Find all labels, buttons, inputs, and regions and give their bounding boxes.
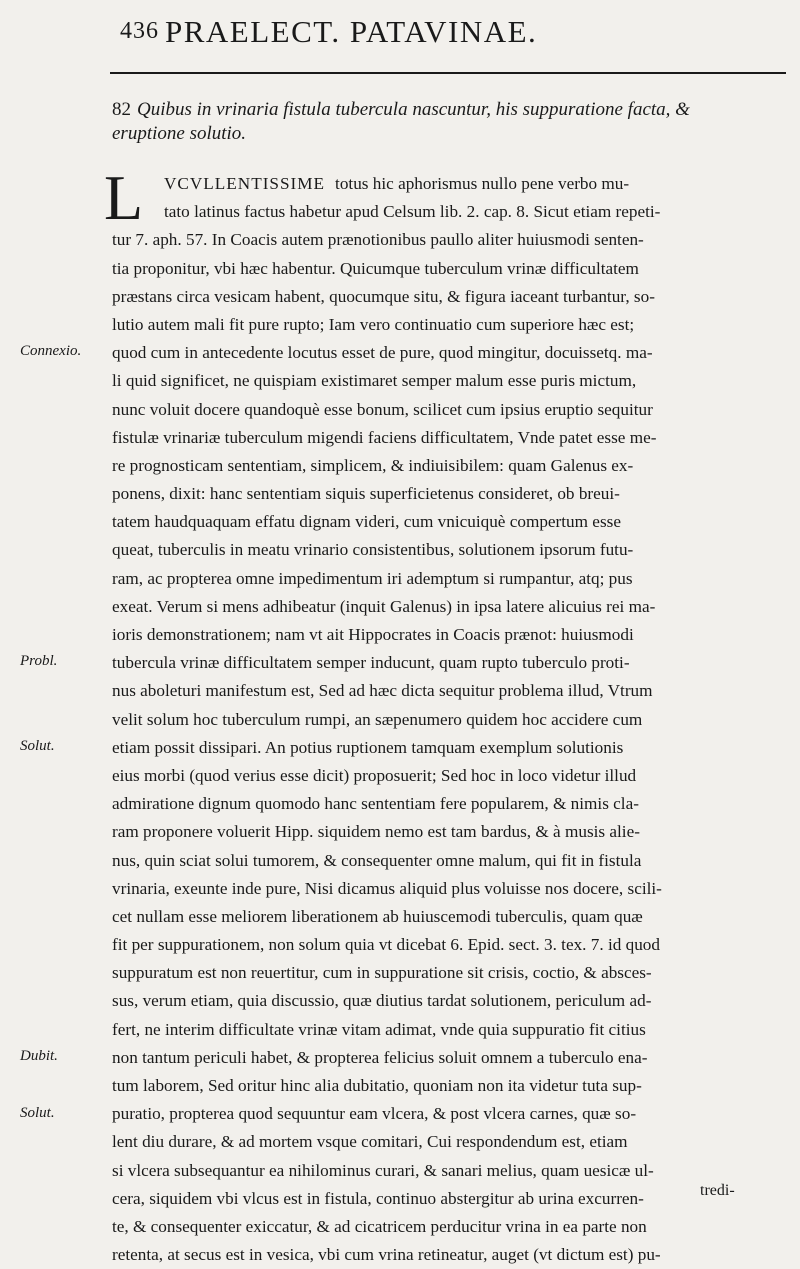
page-header	[120, 14, 660, 54]
margin-note: Connexio.	[20, 343, 82, 360]
text-line: tato latinus factus habetur apud Celsum lib. 2. cap. 8. Sicut etiam repeti-	[164, 202, 661, 222]
text-line: nunc voluit docere quandoquè esse bonum, scilicet cum ipsius eruptio sequitur	[112, 399, 653, 419]
text-line: admiratione dignum quomodo hanc sententiam fere popularem, & nimis cla-	[112, 794, 639, 814]
text-line: cera, siquidem vbi vlcus est in fistula, continuo abstergitur ab urina excurren-	[112, 1188, 644, 1208]
text-line: etiam possit dissipari. An potius ruptionem tamquam exemplum solutionis	[112, 737, 624, 757]
text-line: fistulæ vrinariæ tuberculum migendi faciens difficultatem, Vnde patet esse me-	[112, 427, 657, 447]
text-line: te, & consequenter exiccatur, & ad cicatricem perducitur vrina in ea parte non	[112, 1216, 647, 1236]
text-line: eius morbi (quod verius esse dicit) proposuerit; Sed hoc in loco videtur illud	[112, 765, 637, 785]
text-line: retenta, at secus est in vesica, vbi cum vrina retineatur, auget (vt dictum est) pu-	[112, 1245, 661, 1265]
text-line: li quid significet, ne quispiam existimaret semper malum esse puris mictum,	[112, 371, 637, 391]
text-line: tia proponitur, vbi hæc habentur. Quicumque tuberculum vrinæ difficultatem	[112, 258, 639, 278]
header-rule	[110, 72, 786, 74]
first-word-capitals: VCVLLENTISSIME	[164, 174, 326, 193]
margin-note: Solut.	[20, 1104, 55, 1121]
text-line: nus, quin sciat solui tumorem, & consequenter omne malum, qui fit in fistula	[112, 850, 642, 870]
body-text	[104, 162, 762, 1269]
running-title: PRAELECT. PATAVINAE.	[165, 14, 538, 49]
text-line: ram, ac propterea omne impedimentum iri ademptum si rumpantur, atq; pus	[112, 568, 633, 588]
text-line: quod cum in antecedente locutus esset de pure, quod mingitur, docuissetq. ma-	[112, 343, 653, 363]
text-line: lent diu durare, & ad mortem vsque comitari, Cui respondendum est, etiam	[112, 1132, 628, 1152]
text-line: tubercula vrinæ difficultatem semper inducunt, quam rupto tuberculo proti-	[112, 653, 630, 673]
aphorism-number: 82	[112, 99, 131, 120]
text-line: sus, verum etiam, quia discussio, quæ diutius tardat solutionem, periculum ad-	[112, 991, 652, 1011]
text-line: ram proponere voluerit Hipp. siquidem nemo est tam bardus, & à musis alie-	[112, 822, 640, 842]
catchword: tredi-	[700, 1182, 735, 1199]
text-line: re prognosticam sententiam, simplicem, & indiuisibilem: quam Galenus ex-	[112, 455, 634, 475]
drop-cap: L	[104, 162, 144, 233]
text-line: tum laborem, Sed oritur hinc alia dubitatio, quoniam non ita videtur tuta sup-	[112, 1076, 642, 1095]
text-line: tur 7. aph. 57. In Coacis autem prænotionibus paullo aliter huiusmodi senten-	[112, 230, 644, 250]
text-line	[112, 170, 762, 198]
text-line: fert, ne interim difficultate vrinæ vitam adimat, vnde quia suppuratio fit citius	[112, 1019, 646, 1039]
text-line: ioris demonstrationem; nam vt ait Hippocrates in Coacis prænot: huiusmodi	[112, 625, 634, 644]
margin-note: Probl.	[20, 653, 58, 670]
page-number: 436	[120, 18, 159, 44]
text-line: lutio autem mali fit pure rupto; Iam vero continuatio cum superiore hæc est;	[112, 314, 635, 334]
text-line: ponens, dixit: hanc sententiam siquis superficietenus consideret, ob breui-	[112, 484, 620, 504]
text-line: præstans circa vesicam habent, quocumque situ, & figura iaceant turbantur, so-	[112, 286, 655, 306]
margin-note: Solut.	[20, 738, 55, 754]
text-line: queat, tuberculis in meatu vrinario consistentibus, solutionem ipsorum futu-	[112, 540, 634, 560]
aphorism-heading-text: Quibus in vrinaria fistula tubercula nascuntur, his suppuratione facta, & eruptione solutio.	[112, 99, 690, 144]
text-line: exeat. Verum si mens adhibeatur (inquit Galenus) in ipsa latere alicuius rei ma-	[112, 596, 656, 616]
text-line-content: totus hic aphorismus nullo pene verbo mu-	[335, 174, 630, 193]
aphorism-heading	[112, 98, 752, 146]
margin-note: Dubit.	[20, 1048, 58, 1065]
text-line: vrinaria, exeunte inde pure, Nisi dicamus aliquid plus voluisse nos docere, scili-	[112, 878, 662, 898]
text-line: cet nullam esse meliorem liberationem ab huiuscemodi tuberculis, quam quæ	[112, 906, 643, 926]
text-line: tatem haudquaquam effatu dignam videri, cum vnicuiquè compertum esse	[112, 512, 621, 532]
text-line: non tantum periculi habet, & propterea felicius soluit omnem a tuberculo ena-	[112, 1047, 648, 1067]
text-line: nus aboleturi manifestum est, Sed ad hæc dicta sequitur problema illud, Vtrum	[112, 681, 653, 701]
text-line: puratio, propterea quod sequuntur eam vlcera, & post vlcera carnes, quæ so-	[112, 1104, 637, 1124]
text-line: suppuratum est non reuertitur, cum in suppuratione sit crisis, coctio, & absces-	[112, 963, 652, 983]
text-line: velit solum hoc tuberculum rumpi, an sæpenumero quidem hoc accidere cum	[112, 709, 643, 729]
text-line: si vlcera subsequantur ea nihilominus curari, & sanari melius, quam uesicæ ul-	[112, 1160, 654, 1180]
text-line: fit per suppurationem, non solum quia vt dicebat 6. Epid. sect. 3. tex. 7. id quod	[112, 935, 660, 955]
